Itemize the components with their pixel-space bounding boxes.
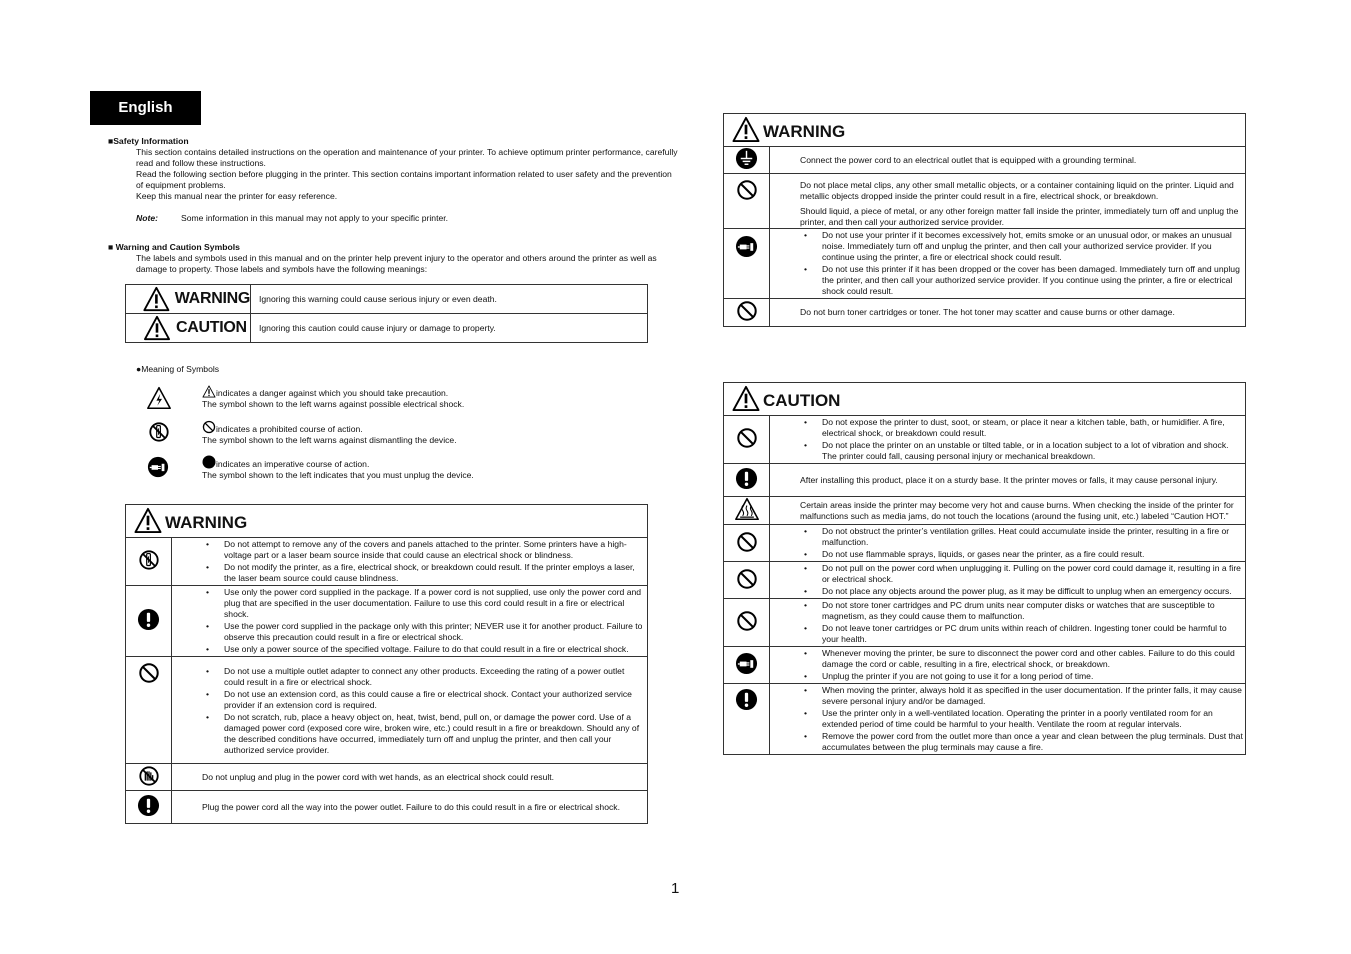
- list-item: • Do not use this printer if it has been dropped or the cover has been damaged. Immediately turn off and unplug the printer, and then call your authorized service provider. If you continue using the printer, a fire or electrical shock could result.: [822, 264, 1245, 297]
- left-warning-row-3: [126, 657, 648, 764]
- label-row-warning: [126, 285, 648, 314]
- prohibited-icon: [138, 662, 160, 684]
- hot-surface-icon: [734, 497, 760, 521]
- list-item: • Do not place the printer on an unstable or tilted table, or in a location subject to a lot of vibration and shock. The printer could fall, causing personal injury or mechanical breakdown.: [822, 440, 1245, 462]
- ground-icon: [735, 147, 758, 170]
- left-warning-row-2: [126, 586, 648, 657]
- warning-label-text: Ignoring this warning could cause serious injury or even death.: [251, 285, 648, 314]
- meaning-heading: ●Meaning of Symbols: [136, 364, 220, 374]
- right-caution-row-4: [724, 525, 1246, 562]
- list-item: • Do not scratch, rub, place a heavy object on, heat, twist, bend, pull on, or damage the power cord. Use of a damaged power cord (exposed core wire, broken wire, etc.) could result in a fire or breakdown. Should any of the described conditions have occurred, immediately turn off and unplug the printer, and then call your authorized service provider.: [224, 712, 647, 756]
- prohibited-icon: [736, 179, 758, 201]
- symbols-section: [108, 242, 678, 275]
- prohibited-icon: [736, 427, 758, 449]
- left-warning-row-4: [126, 764, 648, 791]
- unplug-icon: [735, 652, 758, 675]
- no-disassemble-icon: [138, 549, 160, 571]
- list-item: • Do not use your printer if it becomes excessively hot, emits smoke or an unusual odor, or makes an unusual noise. Immediately turn off and unplug the printer, and then call your authorized service provider. If you continue using the printer, a fire or electrical shock could result.: [822, 230, 1245, 263]
- prohibited-icon: [736, 531, 758, 553]
- row-text: Do not burn toner cartridges or toner. The hot toner may scatter and cause burns or other damage.: [770, 299, 1246, 327]
- list-item: • Do not use flammable sprays, liquids, or gases near the printer, as a fire could result.: [822, 549, 1245, 560]
- warning-triangle-icon: [142, 315, 172, 341]
- language-tab: English: [90, 91, 201, 125]
- right-warning-header: WARNING: [724, 114, 1246, 147]
- list-item: • Remove the power cord from the outlet more than once a year and clean between the plug terminals. Dust that accumulates between the plug terminals may cause a fire.: [822, 731, 1245, 753]
- safety-info-para-3: Keep this manual near the printer for easy reference.: [136, 191, 338, 201]
- list-item: • Do not leave toner cartridges or PC drum units within reach of children. Ingesting toner could be harmful to your health.: [822, 623, 1245, 645]
- warning-triangle-icon: [731, 116, 761, 143]
- caution-label: CAUTION: [126, 314, 250, 342]
- prohibited-icon: [736, 568, 758, 590]
- right-caution-header: CAUTION: [724, 383, 1246, 416]
- note: [136, 213, 678, 224]
- list-item: • Do not store toner cartridges and PC drum units near computer disks or watches that are susceptible to magnetism, as they could cause them to malfunction.: [822, 600, 1245, 622]
- meaning-3: indicates an imperative course of action. The symbol shown to the left indicates that you must unplug the device.: [202, 455, 474, 481]
- list-item: • Use only the power cord supplied in the package. If a power cord is not supplied, use only the power cord and plug that are specified in the user documentation. Failure to use this cord could result in a fire or electrical shock.: [224, 587, 647, 620]
- safety-info-section: [108, 136, 678, 224]
- page-number: 1: [671, 880, 680, 897]
- list-item: • Do not obstruct the printer’s ventilation grilles. Heat could accumulate inside the printer, resulting in a fire or malfunction.: [822, 526, 1245, 548]
- caution-triangle-icon: [731, 385, 761, 412]
- row-text: Should liquid, a piece of metal, or any other foreign matter fall inside the printer, immediately turn off and unplug the printer, and then call your authorized service provider.: [800, 206, 1239, 227]
- mandatory-icon: [735, 688, 758, 711]
- row-text: After installing this product, place it on a sturdy base. It the printer moves or falls, it may cause personal injury.: [770, 464, 1246, 497]
- shock-icon: [146, 386, 172, 413]
- list-item: • Do not pull on the power cord when unplugging it. Pulling on the power cord could damage it, resulting in a fire or electrical shock.: [822, 563, 1245, 585]
- left-warning-row-5: [126, 791, 648, 824]
- safety-info-heading: ■Safety Information: [108, 136, 189, 146]
- note-label: Note:: [136, 213, 158, 223]
- mandatory-icon: [137, 608, 160, 631]
- mandatory-icon: [137, 794, 160, 817]
- warning-label: WARNING: [126, 285, 250, 313]
- safety-info-para-2: Read the following section before plugging in the printer. This section contains important information related to user safety and the prevention of equipment problems.: [136, 169, 672, 190]
- right-warning-row-1: [724, 147, 1246, 174]
- warning-triangle-icon: [142, 286, 171, 312]
- right-caution-table: [723, 382, 1246, 755]
- meaning-2: indicates a prohibited course of action. The symbol shown to the left warns against dismantling the device.: [202, 420, 457, 446]
- no-disassemble-icon: [148, 421, 170, 446]
- no-wet-hands-icon: [138, 765, 160, 787]
- list-item: • Use the power cord supplied in the package only with this printer; NEVER use it for another product. Failure to observe this precaution could result in a fire or electrical shock.: [224, 621, 647, 643]
- row-text: Do not unplug and plug in the power cord with wet hands, as an electrical shock could result.: [172, 764, 648, 791]
- prohibited-icon: [202, 420, 216, 434]
- list-item: • Use the printer only in a well-ventilated location. Operating the printer in a poorly ventilated room for an extended period of time could be harmful to your health. Ventilate the room at regular intervals.: [822, 708, 1245, 730]
- list-item: • Do not place any objects around the power plug, as it may be difficult to unplug when an emergency occurs.: [822, 586, 1245, 597]
- symbols-heading: ■ Warning and Caution Symbols: [108, 242, 240, 252]
- mandatory-icon: [735, 467, 758, 490]
- list-item: • Do not attempt to remove any of the covers and panels attached to the printer. Some printers have a high-voltage part or a laser beam source inside that could cause an electrical shock or blindness.: [224, 539, 647, 561]
- right-warning-row-3: [724, 229, 1246, 299]
- row-text: Connect the power cord to an electrical outlet that is equipped with a grounding terminal.: [770, 147, 1246, 174]
- right-caution-row-1: [724, 416, 1246, 464]
- meaning-1: indicates a danger against which you should take precaution. The symbol shown to the left warns against possible electrical shock.: [202, 385, 464, 410]
- left-warning-header: WARNING: [126, 505, 648, 538]
- right-caution-row-8: [724, 684, 1246, 755]
- list-item: • Use only a power source of the specified voltage. Failure to do that could result in a fire or electrical shock.: [224, 644, 647, 655]
- right-warning-row-4: [724, 299, 1246, 327]
- row-text: Certain areas inside the printer may become very hot and cause burns. When checking the inside of the printer for malfunctions such as media jams, do not touch the locations (around the fusing unit, etc.) labeled “Caution HOT.”: [770, 497, 1246, 525]
- list-item: • Do not modify the printer, as a fire, electrical shock, or breakdown could result. If the printer employs a laser, the laser beam source could cause blindness.: [224, 562, 647, 584]
- row-text: Do not place metal clips, any other small metallic objects, or a container containing liquid on the printer. Liquid and metallic objects dropped inside the printer could result in a fire, electrical shock, or breakdown.: [800, 180, 1234, 201]
- caution-label-text: Ignoring this caution could cause injury or damage to property.: [251, 314, 648, 343]
- label-table: [125, 284, 648, 343]
- left-warning-row-1: [126, 538, 648, 586]
- right-caution-row-3: [724, 497, 1246, 525]
- list-item: • Unplug the printer if you are not going to use it for a long period of time.: [822, 671, 1245, 682]
- prohibited-icon: [736, 300, 758, 322]
- list-item: • When moving the printer, always hold it as specified in the user documentation. If the printer falls, it may cause severe personal injury and/or be damaged.: [822, 685, 1245, 707]
- row-text: Plug the power cord all the way into the power outlet. Failure to do this could result in a fire or electrical shock.: [172, 791, 648, 824]
- warning-triangle-icon: [133, 507, 163, 534]
- list-item: • Do not expose the printer to dust, soot, or steam, or place it near a kitchen table, bath, or humidifier. A fire, electrical shock, or breakdown could result.: [822, 417, 1245, 439]
- list-item: • Do not use a multiple outlet adapter to connect any other products. Exceeding the rating of a power outlet could result in a fire or electrical shock.: [224, 666, 647, 688]
- list-item: • Do not use an extension cord, as this could cause a fire or electrical shock. Contact your authorized service provider if an extension cord is required.: [224, 689, 647, 711]
- caution-triangle-icon: [202, 385, 216, 398]
- mandatory-dot-icon: [202, 455, 216, 469]
- right-caution-row-5: [724, 562, 1246, 599]
- right-warning-row-2: [724, 174, 1246, 229]
- right-caution-row-6: [724, 599, 1246, 647]
- list-item: • Whenever moving the printer, be sure to disconnect the power cord and other cables. Failure to do this could damage the cord or cable, resulting in a fire, electrical shock, or breakdown.: [822, 648, 1245, 670]
- safety-info-para-1: This section contains detailed instructions on the operation and maintenance of your printer. To achieve optimum printer performance, carefully read and follow these instructions.: [136, 147, 678, 168]
- unplug-icon: [735, 235, 758, 258]
- prohibited-icon: [736, 610, 758, 632]
- right-caution-row-2: [724, 464, 1246, 497]
- unplug-icon: [147, 456, 169, 481]
- right-caution-row-7: [724, 647, 1246, 684]
- symbols-intro: The labels and symbols used in this manual and on the printer help prevent injury to the operator and others around the printer as well as damage to property. Those labels and symbols have the following meanings:: [136, 253, 657, 274]
- label-row-caution: [126, 314, 648, 343]
- note-text: Some information in this manual may not apply to your specific printer.: [181, 213, 449, 223]
- left-warning-table: [125, 504, 648, 824]
- right-warning-table: [723, 113, 1246, 327]
